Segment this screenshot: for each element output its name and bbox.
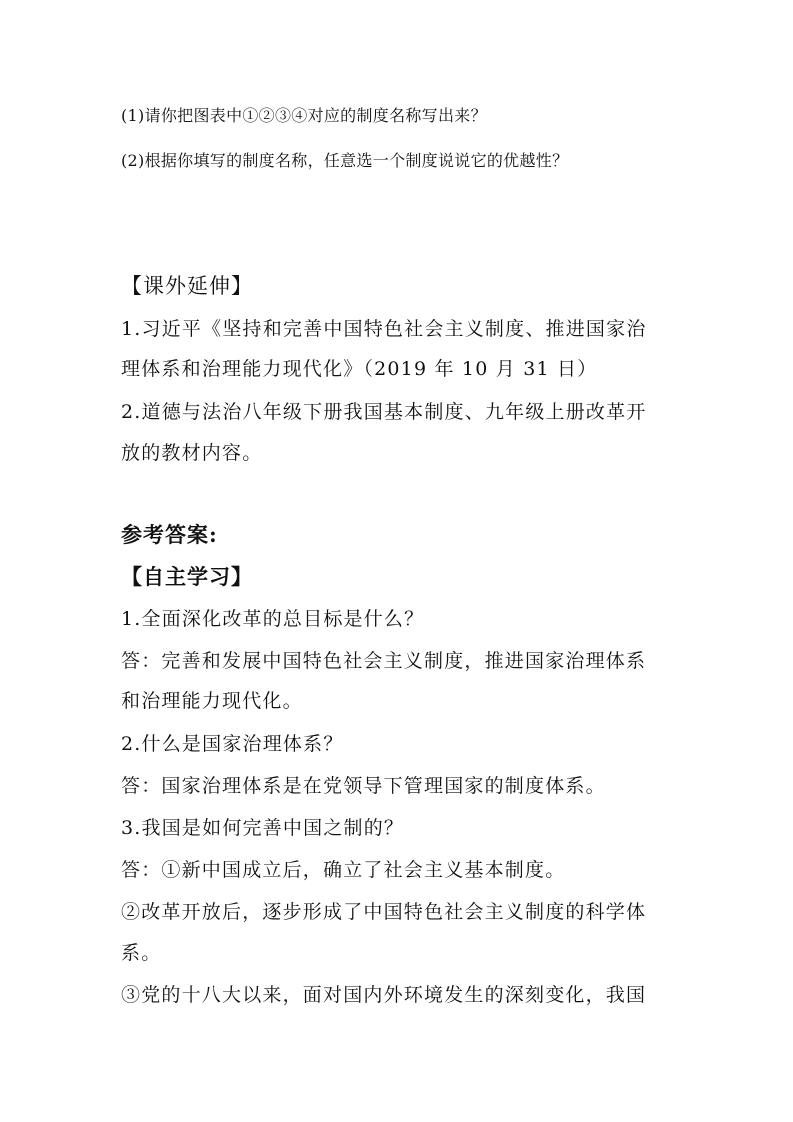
question-1: (1)请你把图表中①②③④对应的制度名称写出来？ [121,106,487,125]
answer-line-2: 答：完善和发展中国特色社会主义制度，推进国家治理体系 [121,650,647,672]
answer-line-7: 答：①新中国成立后，确立了社会主义基本制度。 [121,859,566,881]
answer-line-4: 2.什么是国家治理体系？ [121,733,344,755]
answer-line-6: 3.我国是如何完善中国之制的？ [121,817,405,839]
extension-item-2a: 2.道德与法治八年级下册我国基本制度、九年级上册改革开 [121,401,647,423]
answer-line-3: 和治理能力现代化。 [121,690,303,712]
answer-line-1: 1.全面深化改革的总目标是什么？ [121,608,425,630]
answers-heading: 参考答案: [121,522,218,547]
extension-item-1b: 理体系和治理能力现代化》（2019 年 10 月 31 日） [121,358,598,380]
answer-line-10: ③党的十八大以来，面对国内外环境发生的深刻变化，我国 [121,984,647,1006]
extension-heading: 【课外延伸】 [121,274,253,298]
answer-line-8: ②改革开放后，逐步形成了中国特色社会主义制度的科学体 [121,901,647,923]
question-2: (2)根据你填写的制度名称，任意选一个制度说说它的优越性？ [121,151,569,170]
extension-item-1a: 1.习近平《坚持和完善中国特色社会主义制度、推进国家治 [121,318,647,340]
answer-line-5: 答：国家治理体系是在党领导下管理国家的制度体系。 [121,775,606,797]
section-heading: 【自主学习】 [121,564,253,589]
answer-line-9: 系。 [121,942,162,964]
extension-item-2b: 放的教材内容。 [121,442,263,464]
